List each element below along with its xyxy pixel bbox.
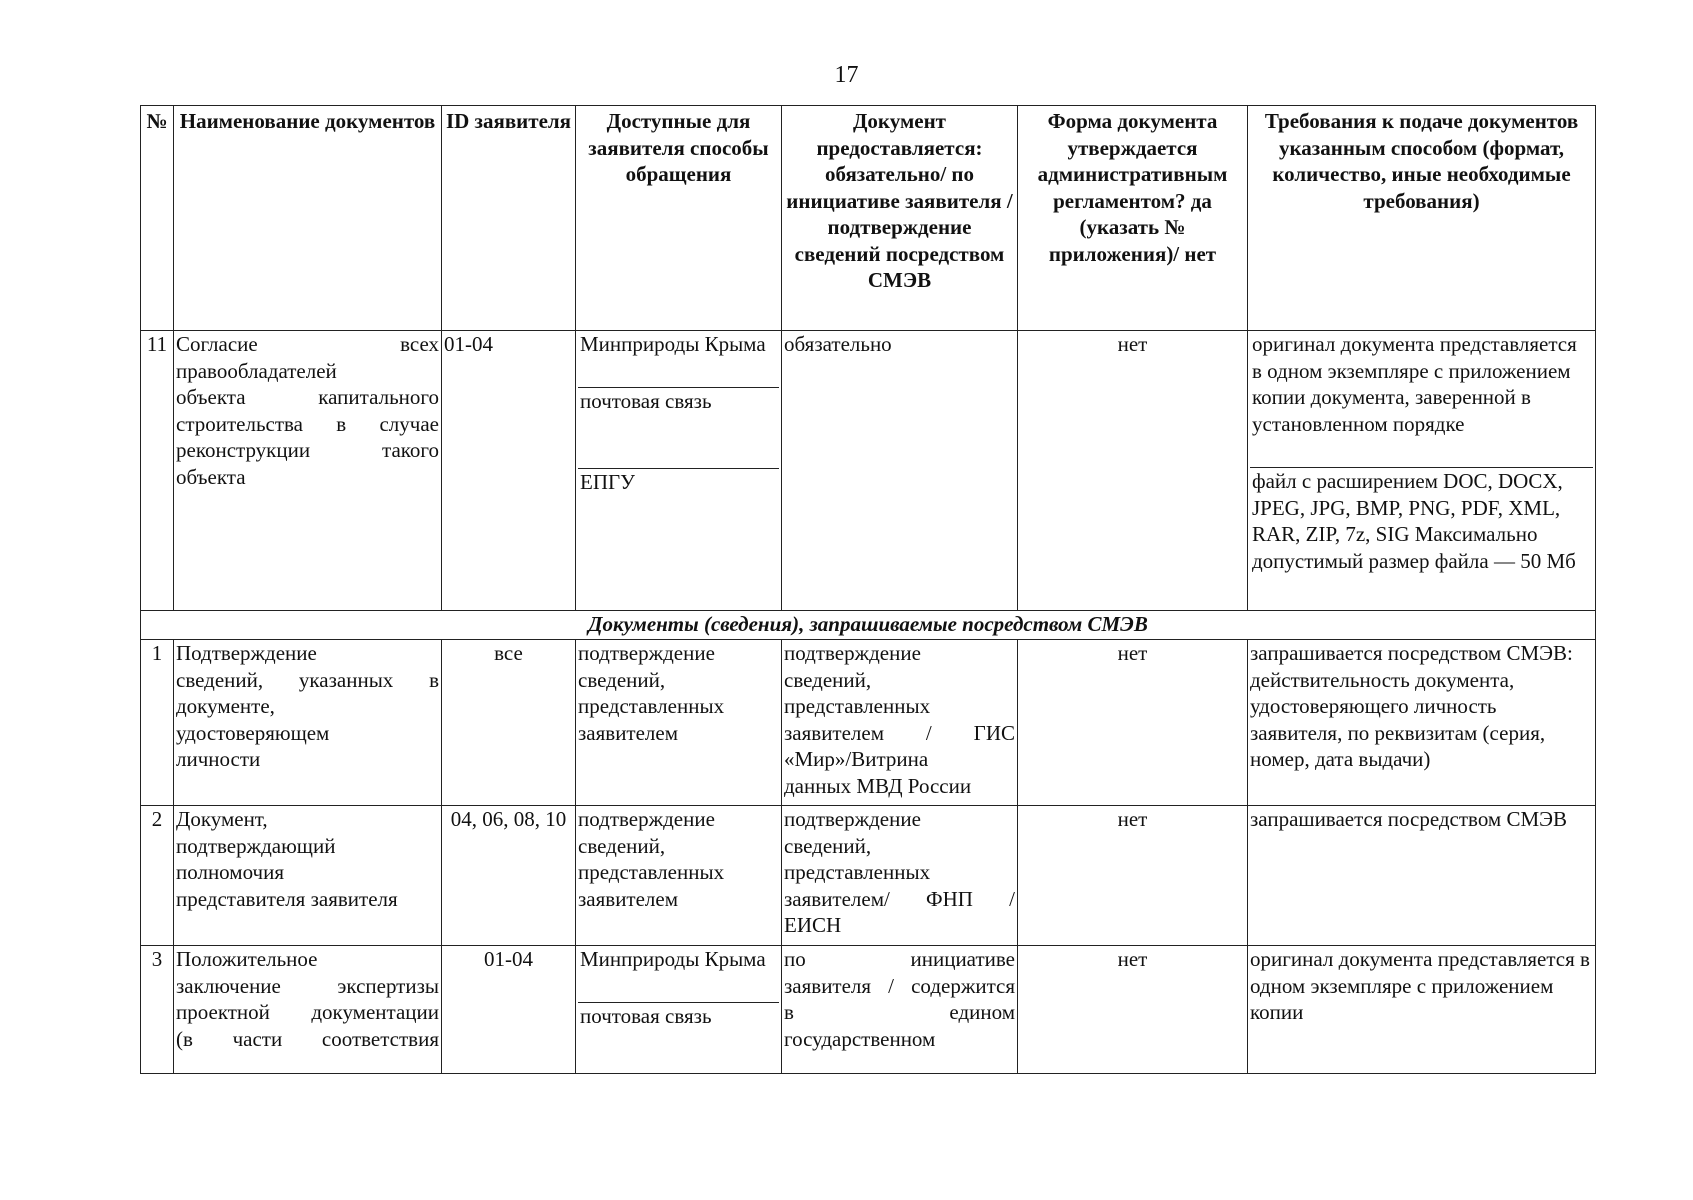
section-row (141, 611, 1596, 640)
approved-cell: нет (1018, 331, 1248, 611)
name-line: Согласие всех (176, 332, 439, 356)
document-name (174, 946, 442, 1074)
name-line: реконструкции такого (176, 438, 439, 462)
method-item: почтовая связь (580, 1004, 712, 1028)
name-line: представителя заявителя (176, 886, 398, 911)
method-item: почтовая связь (578, 388, 779, 469)
header-requirements: Требования к подаче документов указанным способом (формат, количество, иные необходимые требования) (1248, 106, 1596, 331)
approved-cell: нет (1018, 946, 1248, 1074)
name-line: проектной документации (176, 1000, 439, 1024)
document-name (174, 640, 442, 806)
page-number: 17 (834, 62, 859, 88)
name-line: Положительное (176, 947, 318, 971)
header-no: № (141, 106, 174, 331)
provided-cell (782, 946, 1018, 1074)
name-line: заключение экспертизы (176, 973, 439, 998)
requirements-cell (1248, 331, 1596, 611)
approved-cell: нет (1018, 806, 1248, 946)
provided-line: ЕИСН (784, 913, 842, 937)
applicant-id: 01-04 (442, 331, 576, 611)
requirements-cell: запрашивается посредством СМЭВ (1248, 806, 1596, 946)
document-name (174, 806, 442, 946)
applicant-id: 04, 06, 08, 10 (442, 806, 576, 946)
table-row (141, 640, 1596, 806)
provided-cell (782, 640, 1018, 806)
methods-cell (576, 331, 782, 611)
provided-line: заявителя / содержится (784, 973, 1015, 998)
method-item: подтверждение сведений, представленных заявителем (576, 806, 782, 946)
name-line: Документ, (176, 807, 268, 831)
name-line: удостоверяющем (176, 720, 330, 745)
method-item: Минприроды Крыма (578, 331, 779, 388)
method-item: подтверждение сведений, представленных заявителем (576, 640, 782, 806)
provided-cell: обязательно (782, 331, 1018, 611)
row-number: 3 (141, 946, 174, 1074)
header-name: Наименование документов (174, 106, 442, 331)
header-provided: Документ предоставляется: обязательно/ по инициативе заявителя /подтверждение сведений посредством СМЭВ (782, 106, 1018, 331)
name-line: правообладателей (176, 358, 337, 383)
provided-line: данных МВД России (784, 773, 972, 798)
header-applicant-id: ID заявителя (442, 106, 576, 331)
table-header-row (141, 106, 1596, 331)
documents-table (140, 105, 1596, 1074)
header-approved: Форма документа утверждается административным регламентом? да (указать № приложения)/ нет (1018, 106, 1248, 331)
applicant-id: все (442, 640, 576, 806)
name-line: объекта капитального (176, 385, 439, 409)
name-line: Подтверждение (176, 641, 317, 665)
methods-cell (576, 946, 782, 1074)
requirements-cell: оригинал документа представляется в одном экземпляре с приложением копии (1248, 946, 1596, 1074)
provided-line: представленных (784, 694, 931, 718)
provided-line: представленных (784, 860, 931, 884)
name-line: сведений, указанных в (176, 667, 439, 692)
header-methods: Доступные для заявителя способы обращения (576, 106, 782, 331)
name-line: подтверждающий (176, 833, 336, 858)
provided-line: подтверждение (784, 641, 921, 665)
requirement-item: файл с расширением DOC, DOCX, JPEG, JPG, BMP, PNG, PDF, XML, RAR, ZIP, 7z, SIG Максимально допустимый размер файла — 50 Мб (1252, 469, 1576, 573)
applicant-id: 01-04 (442, 946, 576, 1074)
provided-line: заявителем / ГИС (784, 720, 1015, 745)
provided-line: по инициативе (784, 947, 1015, 971)
provided-cell (782, 806, 1018, 946)
method-item: ЕПГУ (580, 470, 636, 494)
name-line: объекта (176, 464, 246, 489)
table-row (141, 806, 1596, 946)
requirements-cell: запрашивается посредством СМЭВ: действительность документа, удостоверяющего личность заявителя, по реквизитам (серия, номер, дата выдачи) (1248, 640, 1596, 806)
provided-line: заявителем/ ФНП / (784, 886, 1015, 911)
name-line: полномочия (176, 860, 284, 884)
provided-line: сведений, (784, 667, 872, 692)
provided-line: в едином (784, 1000, 1015, 1024)
method-item: Минприроды Крыма (578, 946, 779, 1003)
name-line: документе, (176, 694, 275, 718)
table-row (141, 331, 1596, 611)
requirement-item: оригинал документа представляется в одном экземпляре с приложением копии документа, заверенной в установленном порядке (1250, 331, 1593, 468)
row-number: 1 (141, 640, 174, 806)
section-title: Документы (сведения), запрашиваемые посредством СМЭВ (141, 611, 1596, 640)
row-number: 2 (141, 806, 174, 946)
provided-line: сведений, (784, 833, 872, 858)
table-row (141, 946, 1596, 1074)
approved-cell: нет (1018, 640, 1248, 806)
provided-line: государственном (784, 1026, 936, 1051)
provided-line: подтверждение (784, 807, 921, 831)
name-line: строительства в случае (176, 411, 439, 436)
provided-line: «Мир»/Витрина (784, 747, 929, 771)
document-name (174, 331, 442, 611)
row-number: 11 (141, 331, 174, 611)
name-line: (в части соответствия (176, 1026, 439, 1051)
name-line: личности (176, 747, 261, 771)
